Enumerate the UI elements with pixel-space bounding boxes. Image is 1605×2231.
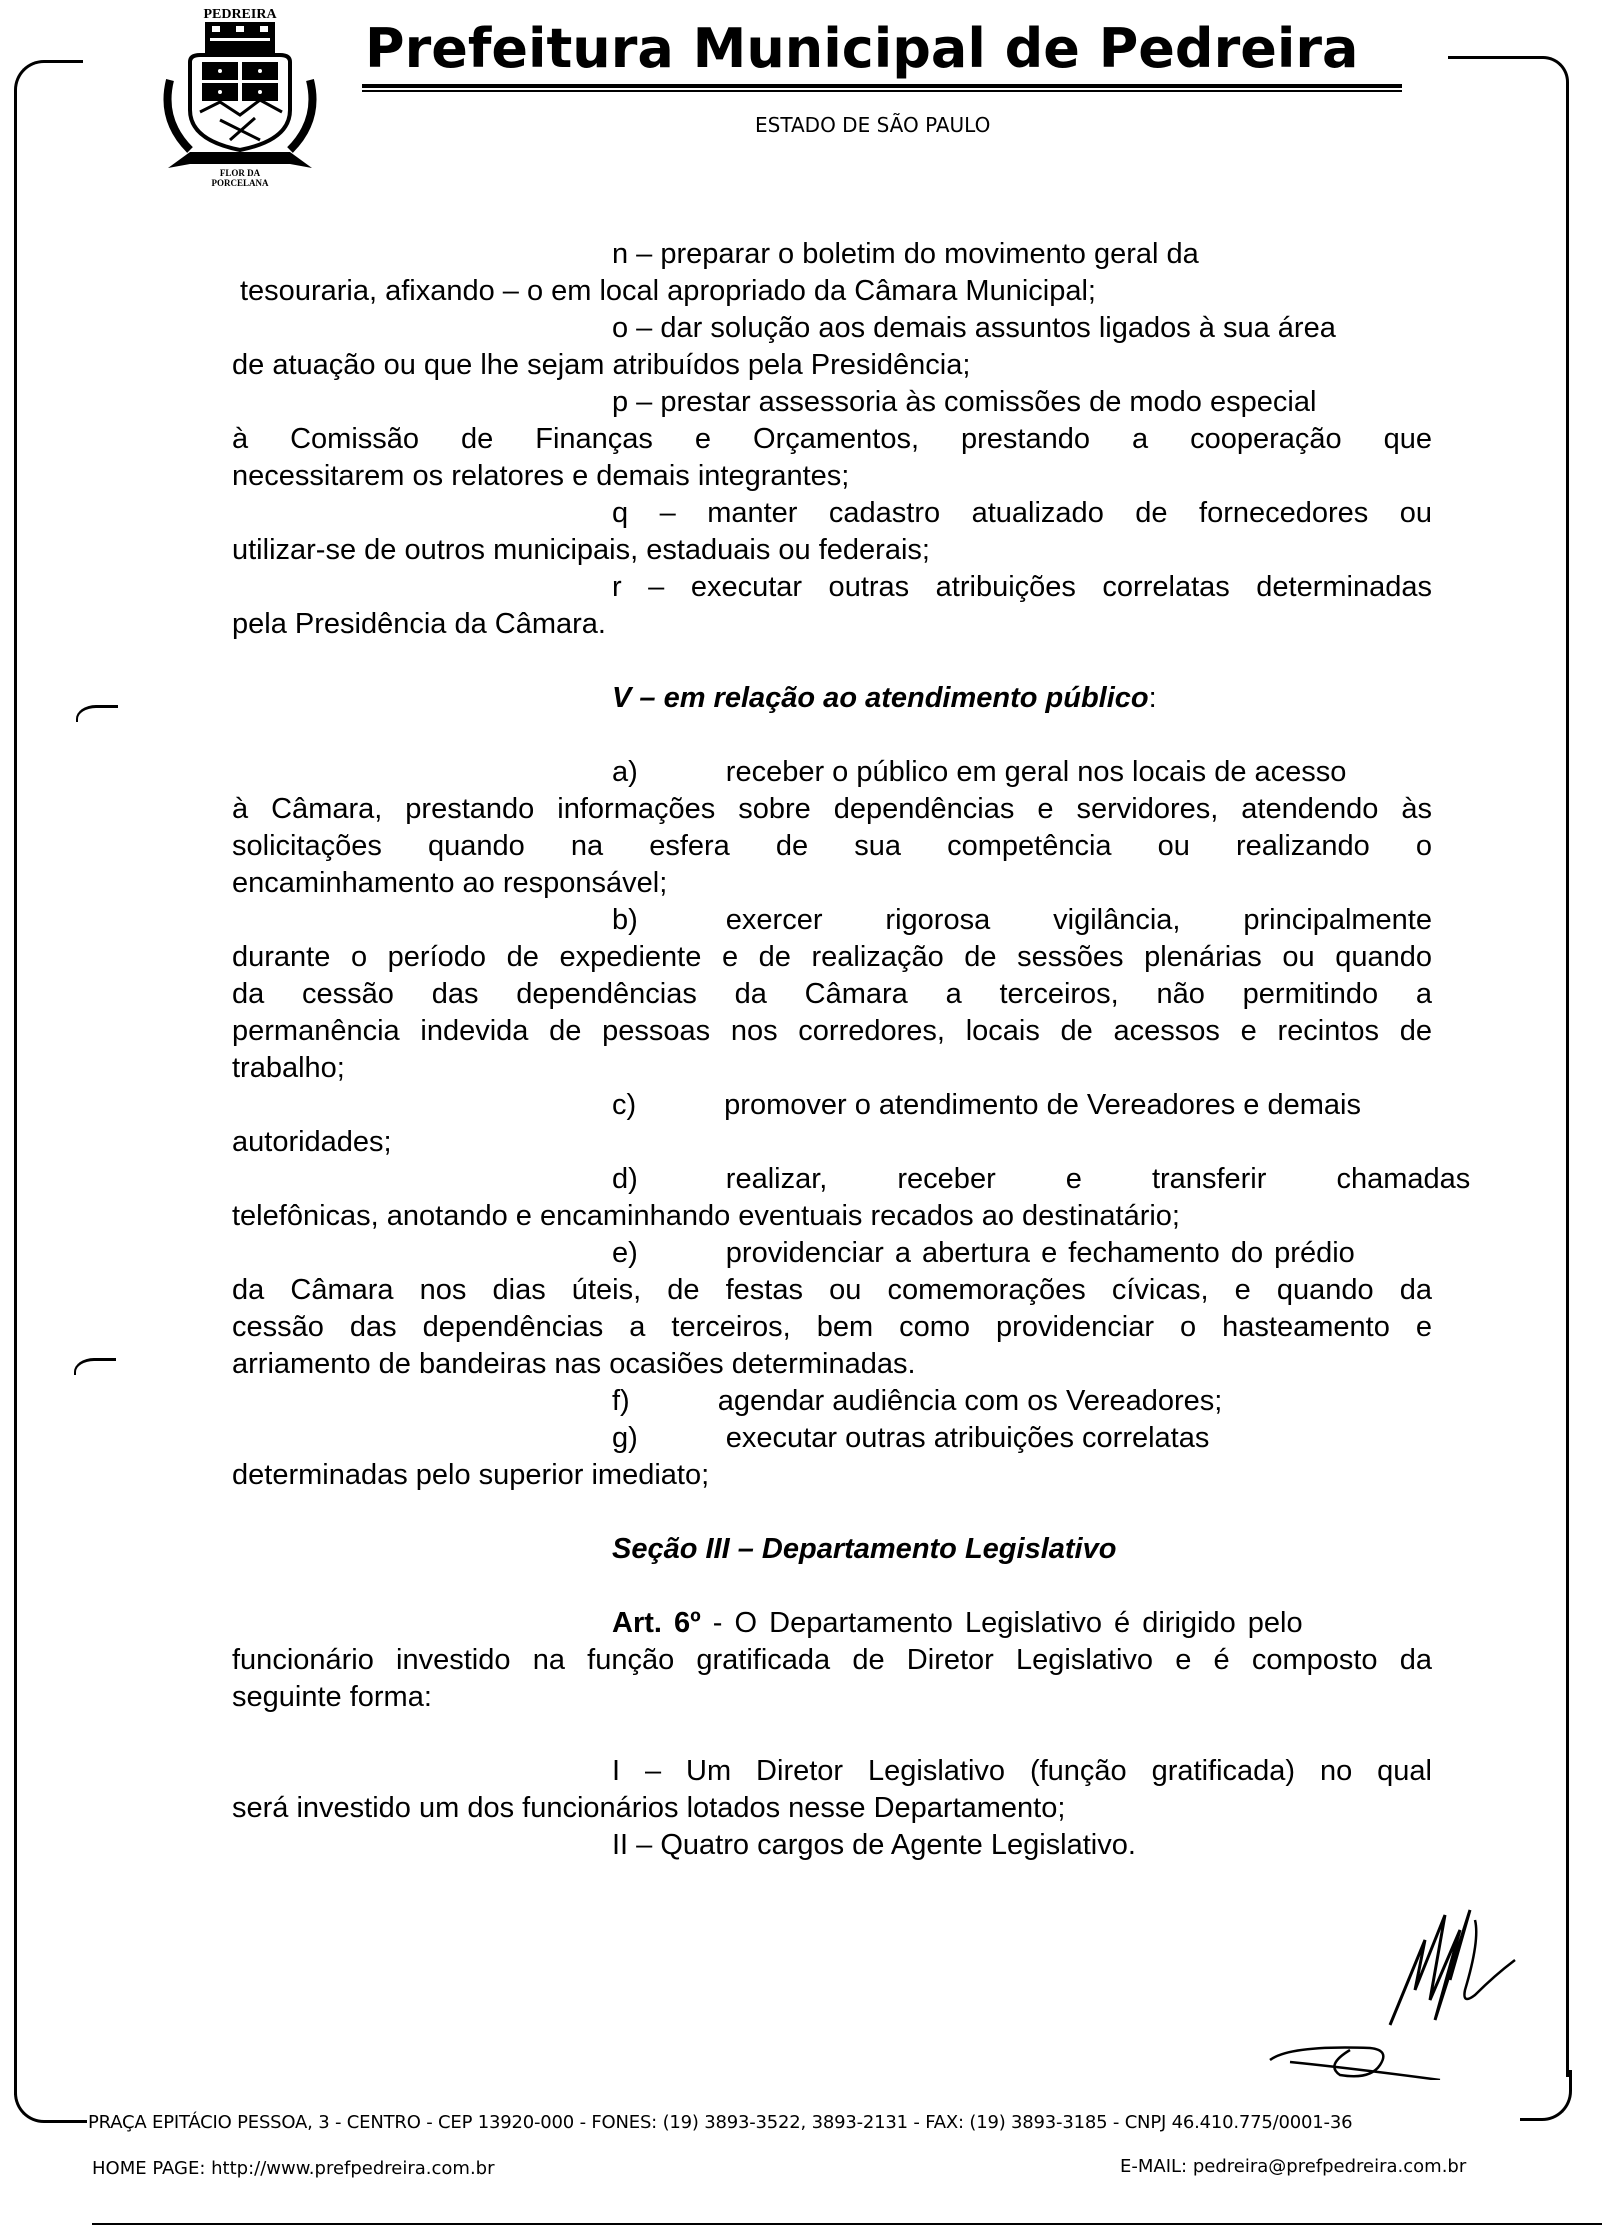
item-line: trabalho; — [232, 1052, 345, 1084]
item-line: utilizar-se de outros municipais, estaduais ou federais; — [232, 534, 930, 566]
list-item-r — [232, 569, 1432, 643]
item-line: cessão das dependências a terceiros, bem como providenciar o hasteamento e — [232, 1311, 1432, 1343]
item-line: de atuação ou que lhe sejam atribuídos pela Presidência; — [232, 349, 971, 381]
section-heading-text: V – em relação ao atendimento público — [612, 682, 1149, 714]
item-label: c) — [612, 1089, 637, 1121]
item-line: da Câmara nos dias úteis, de festas ou comemorações cívicas, e quando da — [232, 1274, 1432, 1306]
title-underline-secondary — [362, 90, 1402, 92]
item-line: determinadas pelo superior imediato; — [232, 1459, 710, 1491]
item-first-line: r – executar outras atribuições correlatas determinadas — [612, 571, 1432, 603]
item-first-line: receber o público em geral nos locais de acesso — [725, 756, 1347, 788]
item-line: necessitarem os relatores e demais integrantes; — [232, 460, 850, 492]
item-line: pela Presidência da Câmara. — [232, 608, 606, 640]
item-label: e) — [612, 1237, 638, 1269]
list-item-q — [232, 495, 1432, 569]
article-6-item-i — [232, 1753, 1432, 1827]
item-first-line: promover o atendimento de Vereadores e demais — [724, 1089, 1361, 1121]
spacer — [232, 1494, 1432, 1531]
list-item-d — [232, 1161, 1471, 1235]
item-line: solicitações quando na esfera de sua competência ou realizando o — [232, 830, 1432, 862]
municipal-crest-icon — [160, 0, 320, 190]
item-first-line: q – manter cadastro atualizado de fornecedores ou — [612, 497, 1432, 529]
letterhead-subtitle: ESTADO DE SÃO PAULO — [755, 113, 991, 137]
signature-icon — [1230, 1880, 1550, 2080]
item-first-line: I – Um Diretor Legislativo (função gratificada) no qual — [612, 1755, 1432, 1787]
item-first-line: o – dar solução aos demais assuntos ligados à sua área — [612, 312, 1336, 344]
article-label: Art. 6º — [612, 1607, 701, 1639]
item-line: será investido um dos funcionários lotados nesse Departamento; — [232, 1792, 1066, 1824]
list-item-g — [232, 1420, 1432, 1494]
item-first-line: realizar, receber e transferir chamadas — [725, 1163, 1471, 1195]
frame-corner-top-left — [14, 60, 83, 103]
item-label: d) — [612, 1163, 638, 1195]
spacer — [232, 1568, 1432, 1605]
footer-email[interactable]: E-MAIL: pedreira@prefpedreira.com.br — [1120, 2156, 1467, 2177]
document-body — [232, 236, 1471, 1864]
item-line: à Câmara, prestando informações sobre dependências e servidores, atendendo às — [232, 793, 1432, 825]
frame-corner-top-right — [1448, 56, 1569, 99]
item-line: tesouraria, afixando – o em local apropriado da Câmara Municipal; — [240, 275, 1096, 307]
item-first-line: II – Quatro cargos de Agente Legislativo. — [612, 1829, 1136, 1861]
item-line: à Comissão de Finanças e Orçamentos, prestando a cooperação que — [232, 423, 1432, 455]
crest-ribbon-text: FLOR DA — [219, 168, 261, 178]
item-line: permanência indevida de pessoas nos corredores, locais de acessos e recintos de — [232, 1015, 1432, 1047]
title-underline — [362, 84, 1402, 88]
crest-bottom-text: PORCELANA — [211, 178, 269, 188]
article-6 — [232, 1605, 1432, 1716]
frame-right-border — [1566, 92, 1569, 2077]
item-line: durante o período de expediente e de realização de sessões plenárias ou quando — [232, 941, 1432, 973]
margin-mark — [76, 705, 118, 722]
list-item-a — [232, 754, 1432, 902]
list-item-n — [232, 236, 1432, 310]
list-item-c — [232, 1087, 1432, 1161]
footer-home-page[interactable]: HOME PAGE: http://www.prefpedreira.com.br — [92, 2158, 495, 2179]
article-line: seguinte forma: — [232, 1681, 432, 1713]
item-line: da cessão das dependências da Câmara a terceiros, não permitindo a — [232, 978, 1432, 1010]
item-label: g) — [612, 1422, 638, 1454]
section-v-heading — [232, 680, 1432, 717]
item-label: b) — [612, 904, 638, 936]
spacer — [232, 643, 1432, 680]
item-first-line: agendar audiência com os Vereadores; — [717, 1385, 1223, 1417]
item-line: autoridades; — [232, 1126, 392, 1158]
article-first-line: - O Departamento Legislativo é dirigido pelo — [700, 1607, 1303, 1639]
spacer — [232, 717, 1432, 754]
letterhead-title: Prefeitura Municipal de Pedreira — [365, 17, 1359, 80]
item-first-line: p – prestar assessoria às comissões de modo especial — [612, 386, 1317, 418]
margin-mark — [74, 1358, 116, 1375]
item-first-line: executar outras atribuições correlatas — [725, 1422, 1210, 1454]
article-6-item-ii — [232, 1827, 1432, 1864]
footer-address: PRAÇA EPITÁCIO PESSOA, 3 - CENTRO - CEP 13920-000 - FONES: (19) 3893-3522, 3893-2131 - FAX: (19) 3893-3185 - CNPJ 46.410.775/0001-36 — [88, 2112, 1353, 2133]
item-first-line: exercer rigorosa vigilância, principalmente — [725, 904, 1432, 936]
list-item-e — [232, 1235, 1432, 1383]
footer-rule — [92, 2223, 1602, 2225]
item-line: encaminhamento ao responsável; — [232, 867, 668, 899]
frame-left-border — [14, 95, 17, 2095]
item-first-line: providenciar a abertura e fechamento do prédio — [725, 1237, 1355, 1269]
list-item-p — [232, 384, 1432, 495]
list-item-o — [232, 310, 1432, 384]
frame-corner-bottom-left — [14, 2080, 87, 2123]
item-line: telefônicas, anotando e encaminhando eventuais recados ao destinatário; — [232, 1200, 1180, 1232]
spacer — [232, 1716, 1432, 1753]
item-first-line: n – preparar o boletim do movimento geral da — [612, 238, 1199, 270]
section-heading-colon: : — [1148, 682, 1157, 714]
item-label: f) — [612, 1385, 630, 1417]
item-line: arriamento de bandeiras nas ocasiões determinadas. — [232, 1348, 916, 1380]
list-item-b — [232, 902, 1432, 1087]
crest-top-text: PEDREIRA — [203, 7, 277, 22]
section-iii-heading: Seção III – Departamento Legislativo — [612, 1533, 1117, 1565]
list-item-f — [232, 1383, 1432, 1420]
article-line: funcionário investido na função gratificada de Diretor Legislativo e é composto da — [232, 1644, 1432, 1676]
item-label: a) — [612, 756, 638, 788]
